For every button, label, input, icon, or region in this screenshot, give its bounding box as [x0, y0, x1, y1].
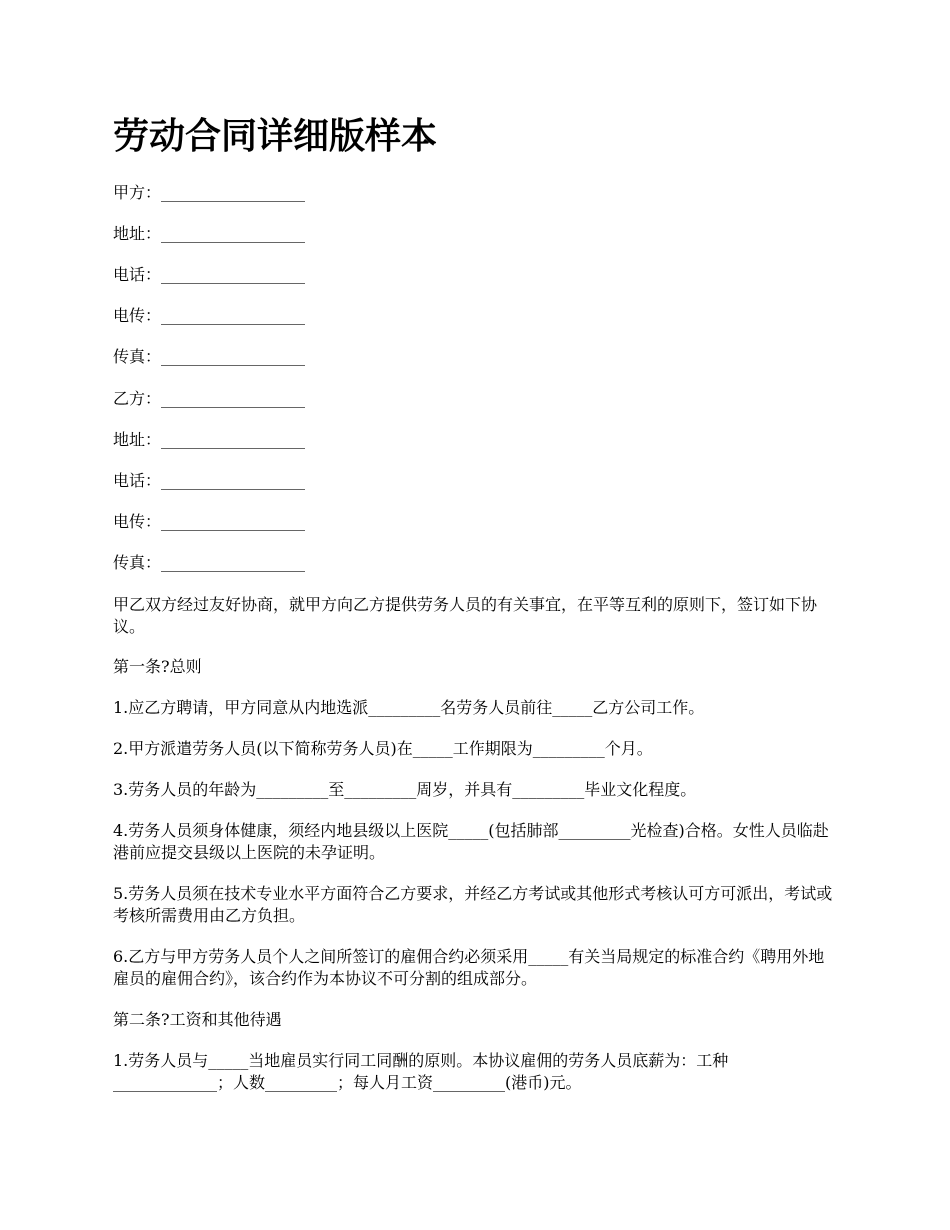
article-1-heading: 第一条?总则: [113, 657, 202, 676]
party-b-address-field: 地址：__________________: [113, 430, 306, 449]
party-a-name-field: 甲方：__________________: [113, 183, 306, 202]
intro-paragraph: 甲乙双方经过友好协商，就甲方向乙方提供劳务人员的有关事宜，在平等互利的原则下，签订如下协议。: [113, 595, 818, 636]
article-1-clause-6: 6.乙方与甲方劳务人员个人之间所签订的雇佣合约必须采用_____有关当局规定的标准合约《聘用外地雇员的雇佣合约》，该合约作为本协议不可分割的组成部分。: [113, 947, 825, 988]
article-1-clause-4: 4.劳务人员须身体健康，须经内地县级以上医院_____(包括肺部_________光检查)合格。女性人员临赴港前应提交县级以上医院的未孕证明。: [113, 821, 829, 862]
article-1-clause-5: 5.劳务人员须在技术专业水平方面符合乙方要求，并经乙方考试或其他形式考核认可方可派出，考试或考核所需费用由乙方负担。: [113, 884, 833, 925]
article-1-clause-3: 3.劳务人员的年龄为_________至_________周岁，并具有_________毕业文化程度。: [113, 780, 697, 799]
party-b-fax-field: 传真：__________________: [113, 553, 306, 572]
party-a-phone-field: 电话：__________________: [113, 265, 306, 284]
party-a-telex-field: 电传：__________________: [113, 306, 306, 325]
document-title: 劳动合同详细版样本: [113, 116, 438, 157]
article-1-clause-2: 2.甲方派遣劳务人员(以下简称劳务人员)在_____工作期限为_________个月。: [113, 739, 653, 758]
party-a-address-field: 地址：__________________: [113, 224, 306, 243]
article-2-clause-1: 1.劳务人员与_____当地雇员实行同工同酬的原则。本协议雇佣的劳务人员底薪为：工种_____________；人数_________；每人月工资_________(港币)元。: [113, 1051, 729, 1092]
party-b-telex-field: 电传：__________________: [113, 512, 306, 531]
article-2-heading: 第二条?工资和其他待遇: [113, 1010, 282, 1029]
party-b-phone-field: 电话：__________________: [113, 471, 306, 490]
party-b-name-field: 乙方：__________________: [113, 389, 306, 408]
party-a-fax-field: 传真：__________________: [113, 347, 306, 366]
article-1-clause-1: 1.应乙方聘请，甲方同意从内地选派_________名劳务人员前往_____乙方公司工作。: [113, 698, 705, 717]
